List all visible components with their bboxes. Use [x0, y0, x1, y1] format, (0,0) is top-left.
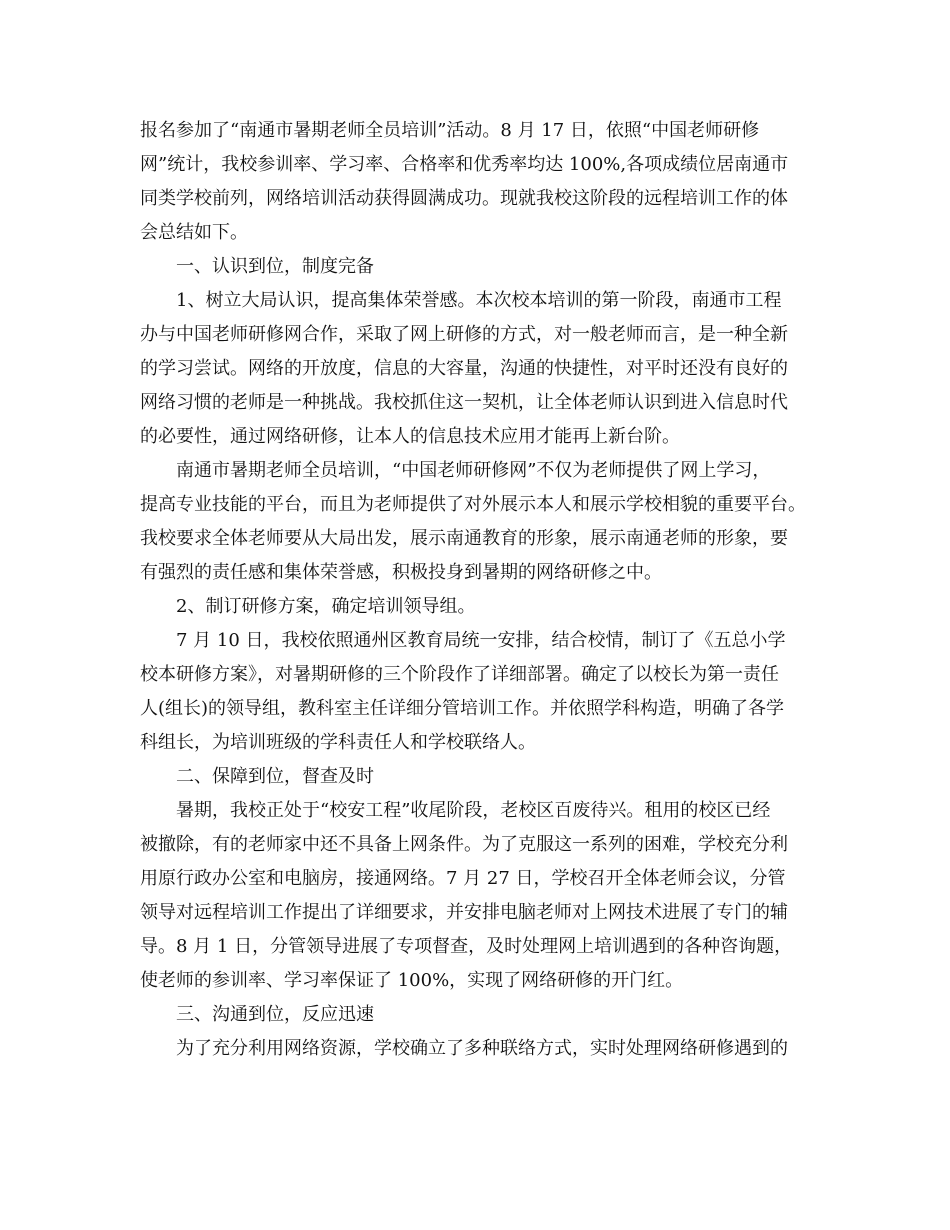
text-line: 提高专业技能的平台，而且为老师提供了对外展示本人和展示学校相貌的重要平台。	[140, 494, 806, 515]
text-line: 网”统计，我校参训率、学习率、合格率和优秀率均达 100%,各项成绩位居南通市	[140, 154, 789, 175]
subsection-heading: 2、制订研修方案，确定培训领导组。	[176, 596, 476, 617]
text-line: 校本研修方案》，对暑期研修的三个阶段作了详细部署。确定了以校长为第一责任	[140, 664, 779, 685]
paragraph-start: 7 月 10 日，我校依照通州区教育局统一安排，结合校情，制订了《五总小学	[176, 630, 786, 651]
text-line: 的学习尝试。网络的开放度，信息的大容量，沟通的快捷性，对平时还没有良好的	[140, 358, 788, 379]
text-line: 领导对远程培训工作提出了详细要求，并安排电脑老师对上网技术进展了专门的辅	[140, 902, 788, 923]
text-line: 使老师的参训率、学习率保证了 100%，实现了网络研修的开门红。	[140, 970, 684, 991]
text-line: 同类学校前列，网络培训活动获得圆满成功。现就我校这阶段的远程培训工作的体	[140, 188, 788, 209]
text-line: 会总结如下。	[140, 222, 248, 243]
paragraph-start: 1、树立大局认识，提高集体荣誉感。本次校本培训的第一阶段，南通市工程	[176, 290, 782, 311]
text-line: 办与中国老师研修网合作，采取了网上研修的方式，对一般老师而言，是一种全新	[140, 324, 788, 345]
text-line: 有强烈的责任感和集体荣誉感，积极投身到暑期的网络研修之中。	[140, 562, 662, 583]
paragraph-start: 为了充分利用网络资源，学校确立了多种联络方式，实时处理网络研修遇到的	[176, 1038, 788, 1059]
text-line: 的必要性，通过网络研修，让本人的信息技术应用才能再上新台阶。	[140, 426, 680, 447]
text-line: 我校要求全体老师要从大局出发，展示南通教育的形象，展示南通老师的形象，要	[140, 528, 788, 549]
paragraph-start: 暑期，我校正处于“校安工程”收尾阶段，老校区百废待兴。租用的校区已经	[176, 800, 771, 821]
section-heading: 一、认识到位，制度完备	[176, 256, 374, 277]
document-body	[140, 114, 820, 1066]
section-heading: 二、保障到位，督查及时	[176, 766, 374, 787]
text-line: 报名参加了“南通市暑期老师全员培训”活动。8 月 17 日，依照“中国老师研修	[140, 120, 760, 141]
text-line: 科组长，为培训班级的学科责任人和学校联络人。	[140, 732, 536, 753]
section-heading: 三、沟通到位，反应迅速	[176, 1004, 374, 1025]
text-line: 网络习惯的老师是一种挑战。我校抓住这一契机，让全体老师认识到进入信息时代	[140, 392, 788, 413]
paragraph-start: 南通市暑期老师全员培训，“中国老师研修网”不仅为老师提供了网上学习，	[176, 460, 771, 481]
text-line: 人(组长)的领导组，教科室主任详细分管培训工作。并依照学科构造，明确了各学	[140, 698, 785, 719]
text-line: 用原行政办公室和电脑房，接通网络。7 月 27 日，学校召开全体老师会议，分管	[140, 868, 786, 889]
text-line: 导。8 月 1 日，分管领导进展了专项督查，及时处理网上培训遇到的各种咨询题，	[140, 936, 793, 957]
text-line: 被撤除，有的老师家中还不具备上网条件。为了克服这一系列的困难，学校充分利	[140, 834, 788, 855]
